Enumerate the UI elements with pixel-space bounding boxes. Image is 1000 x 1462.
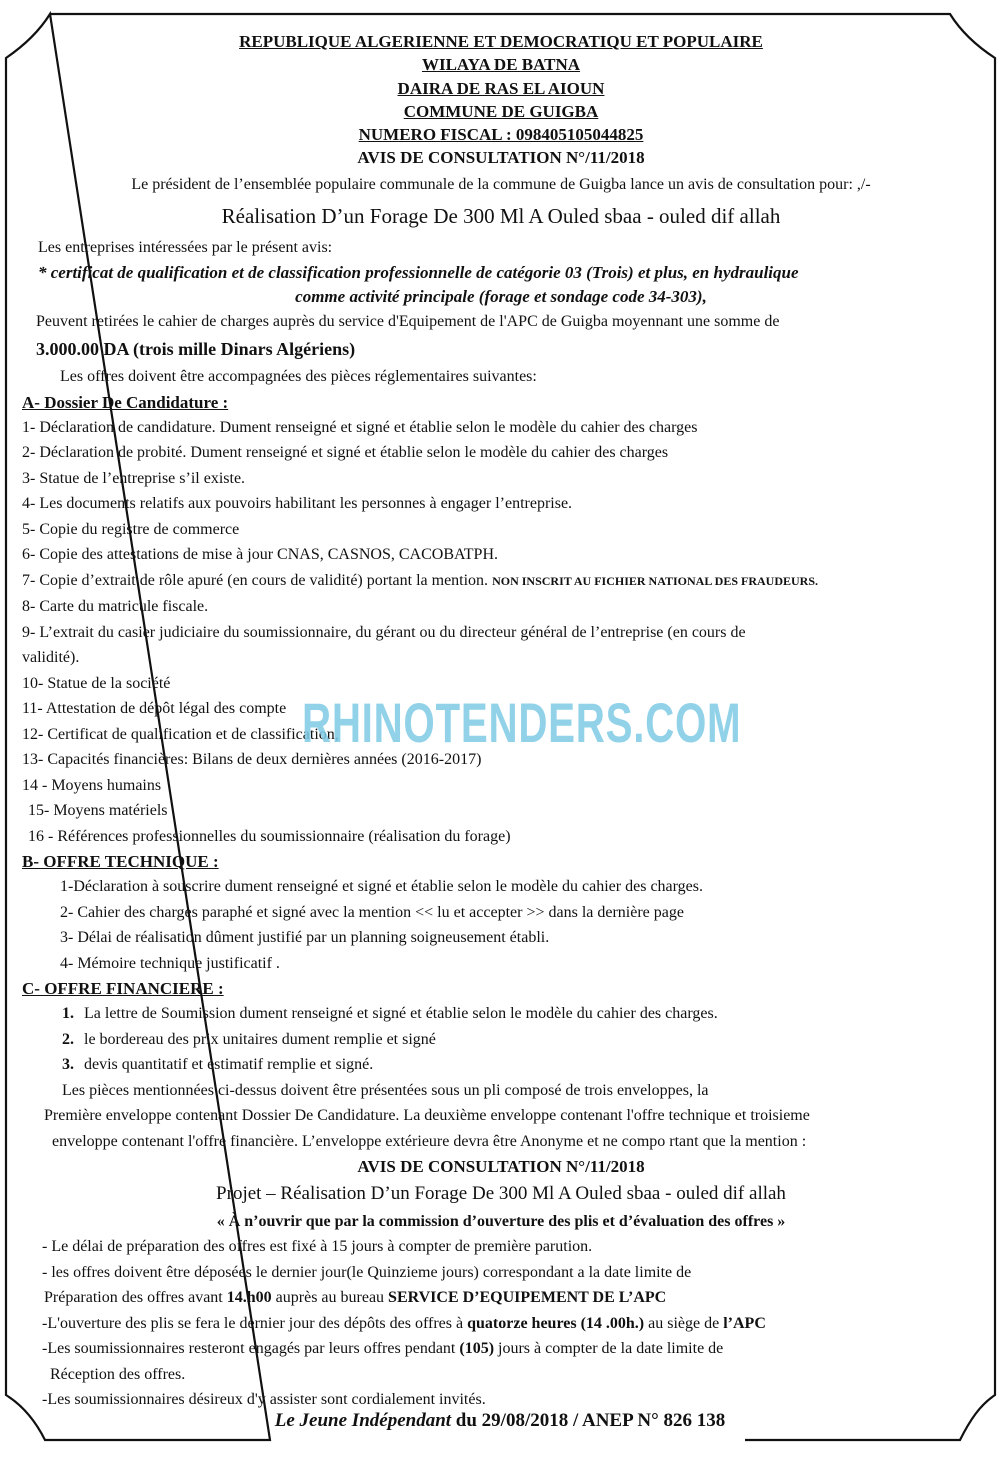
site-watermark: RHINOTENDERS.COM — [302, 691, 742, 754]
list-item: 14 - Moyens humains — [22, 776, 162, 794]
list-item: 10- Statue de la société — [22, 674, 171, 692]
publication-date-anep: du 29/08/2018 / ANEP N° 826 138 — [451, 1410, 726, 1431]
term-hour: quatorze heures (14 .00h.) — [467, 1314, 645, 1332]
term-deadline: - Le délai de préparation des offres est fixé à 15 jours à compter de première parution. — [42, 1238, 593, 1256]
notice-header — [22, 30, 980, 170]
eligibility-lead: Les entreprises intéressées par le présent avis: — [38, 239, 333, 257]
list-number: 3. — [62, 1056, 74, 1074]
header-fiscal-number: NUMERO FISCAL : 098405105044825 — [358, 125, 644, 145]
term-validity — [42, 1336, 980, 1362]
list-item: 11- Attestation de dépôt légal des compte — [22, 700, 287, 718]
list-item: 16 - Références professionnelles du soumissionnaire (réalisation du forage) — [28, 827, 511, 845]
section-b-label: B- OFFRE TECHNIQUE : — [22, 852, 219, 872]
list-item — [62, 1027, 980, 1053]
term-text: au siège de — [644, 1314, 724, 1332]
section-b-list — [60, 874, 980, 976]
header-wilaya: WILAYA DE BATNA — [421, 55, 581, 75]
list-item: validité). — [22, 649, 80, 667]
term-text: jours à compter de la date limite de — [494, 1340, 724, 1358]
list-number: 1. — [62, 1005, 74, 1023]
term-apc: l’APC — [723, 1314, 766, 1332]
header-avis-title: AVIS DE CONSULTATION N°/11/2018 — [357, 148, 645, 168]
header-commune: COMMUNE DE GUIGBA — [403, 101, 599, 121]
retrieve-text: Peuvent retirées le cahier de charges auprès du service d'Equipement de l'APC de Guigba moyennant une somme de — [36, 312, 780, 330]
terms-list — [22, 1234, 980, 1413]
certificate-line-1: * certificat de qualification et de classification professionnelle de catégorie 03 (Trois) et plus, en hydraulique — [38, 262, 799, 282]
list-item — [22, 568, 980, 595]
term-text: auprès au bureau — [271, 1289, 389, 1307]
project-title: Réalisation D’un Forage De 300 Ml A Ouled sbaa - ouled dif allah — [221, 204, 781, 229]
fraud-registry-mention: NON INSCRIT AU FICHIER NATIONAL DES FRAUDEURS. — [492, 573, 819, 588]
envelopes-line-3: enveloppe contenant l'offre financière. L’enveloppe extérieure devra être Anonyme et ne compo rtant que la mention : — [52, 1132, 807, 1150]
list-item: 8- Carte du matricule fiscale. — [22, 598, 209, 616]
term-text: Préparation des offres avant — [44, 1289, 227, 1307]
term-submission: - les offres doivent être déposées le dernier jour(le Quinzieme jours) correspondant a la date limite de — [42, 1263, 692, 1281]
certificate-line-2: comme activité principale (forage et sondage code 34-303), — [295, 286, 707, 306]
offers-intro: Les offres doivent être accompagnées des pièces réglementaires suivantes: — [60, 368, 537, 386]
section-c-list — [62, 1001, 980, 1078]
term-days: (105) — [459, 1340, 495, 1358]
intro-text: Le président de l’ensemblée populaire communale de la commune de Guigba lance un avis de consultation pour: ,/- — [131, 175, 871, 193]
list-item: 2- Déclaration de probité. Dument renseigné et signé et établie selon le modèle du cahier des charges — [22, 444, 669, 462]
term-validity-cont: Réception des offres. — [50, 1365, 186, 1383]
section-a-title — [22, 390, 980, 415]
fee-amount: 3.000.00 DA (trois mille Dinars Algériens) — [36, 339, 356, 360]
envelope-project-title: Projet – Réalisation D’un Forage De 300 Ml A Ouled sbaa - ouled dif allah — [216, 1183, 786, 1205]
envelope-avis-title: AVIS DE CONSULTATION N°/11/2018 — [357, 1157, 645, 1177]
list-item: 4- Les documents relatifs aux pouvoirs habilitant les personnes à engager l’entreprise. — [22, 495, 573, 513]
list-item — [62, 1052, 980, 1078]
header-daira: DAIRA DE RAS EL AIOUN — [397, 78, 605, 98]
list-number: 2. — [62, 1030, 74, 1048]
section-a-list — [22, 415, 980, 850]
term-time: 14.h00 — [226, 1289, 272, 1307]
list-item: 1- Déclaration de candidature. Dument renseigné et signé et établie selon le modèle du cahier des charges — [22, 418, 698, 436]
list-item-text: devis quantitatif et estimatif remplie et signé. — [84, 1056, 374, 1074]
term-opening — [42, 1311, 980, 1337]
list-item: 9- L’extrait du casier judiciaire du soumissionnaire, du gérant ou du directeur général de l’entreprise (en cours de — [22, 623, 746, 641]
list-item-text: 7- Copie d’extrait de rôle apuré (en cours de validité) portant la mention. — [22, 571, 489, 589]
envelopes-line-1: Les pièces mentionnées ci-dessus doivent être présentées sous un pli composé de trois enveloppes, la — [62, 1081, 709, 1099]
term-invitation: -Les soumissionnaires désireux d'y assister sont cordialement invités. — [42, 1391, 486, 1409]
list-item-text: le bordereau des prix unitaires dument remplie et signé — [84, 1030, 436, 1048]
term-service: SERVICE D’EQUIPEMENT DE L’APC — [388, 1289, 667, 1307]
list-item: 15- Moyens matériels — [28, 802, 168, 820]
section-c-label: C- OFFRE FINANCIERE : — [22, 979, 224, 999]
list-item: 12- Certificat de qualification et de classification, — [22, 725, 339, 743]
list-item: 3- Délai de réalisation dûment justifié par un planning soigneusement établi. — [60, 929, 550, 947]
header-republic: REPUBLIQUE ALGERIENNE ET DEMOCRATIQU ET POPULAIRE — [239, 32, 763, 51]
list-item — [62, 1001, 980, 1027]
publication-footer — [0, 1410, 1000, 1432]
term-text: -Les soumissionnaires resteront engagés par leurs offres pendant — [42, 1340, 460, 1358]
section-a-label: A- Dossier De Candidature : — [22, 392, 229, 412]
list-item: 1-Déclaration à souscrire dument renseigné et signé et établie selon le modèle du cahier des charges. — [60, 878, 704, 896]
term-text: -L'ouverture des plis se fera le dernier jour des dépôts des offres à — [42, 1314, 468, 1332]
section-b-title — [22, 849, 980, 874]
newspaper-name: Le Jeune Indépendant — [274, 1410, 452, 1431]
list-item: 5- Copie du registre de commerce — [22, 520, 240, 538]
list-item: 13- Capacités financières: Bilans de deux dernières années (2016-2017) — [22, 751, 482, 769]
list-item: 2- Cahier des charges paraphé et signé avec la mention << lu et accepter >> dans la dernière page — [60, 903, 684, 921]
list-item: 4- Mémoire technique justificatif . — [60, 954, 280, 972]
section-c-title — [22, 976, 980, 1001]
envelopes-line-2: Première enveloppe contenant Dossier De Candidature. La deuxième enveloppe contenant l'offre technique et troisieme — [44, 1107, 810, 1125]
list-item-text: La lettre de Soumission dument renseigné et signé et établie selon le modèle du cahier des charges. — [84, 1005, 718, 1023]
list-item: 3- Statue de l’entreprise s’il existe. — [22, 469, 246, 487]
do-not-open-notice: « À n’ouvrir que par la commission d’ouverture des plis et d’évaluation des offres » — [216, 1213, 786, 1231]
term-submission-cont — [44, 1285, 980, 1311]
list-item: 6- Copie des attestations de mise à jour CNAS, CASNOS, CACOBATPH. — [22, 546, 498, 564]
